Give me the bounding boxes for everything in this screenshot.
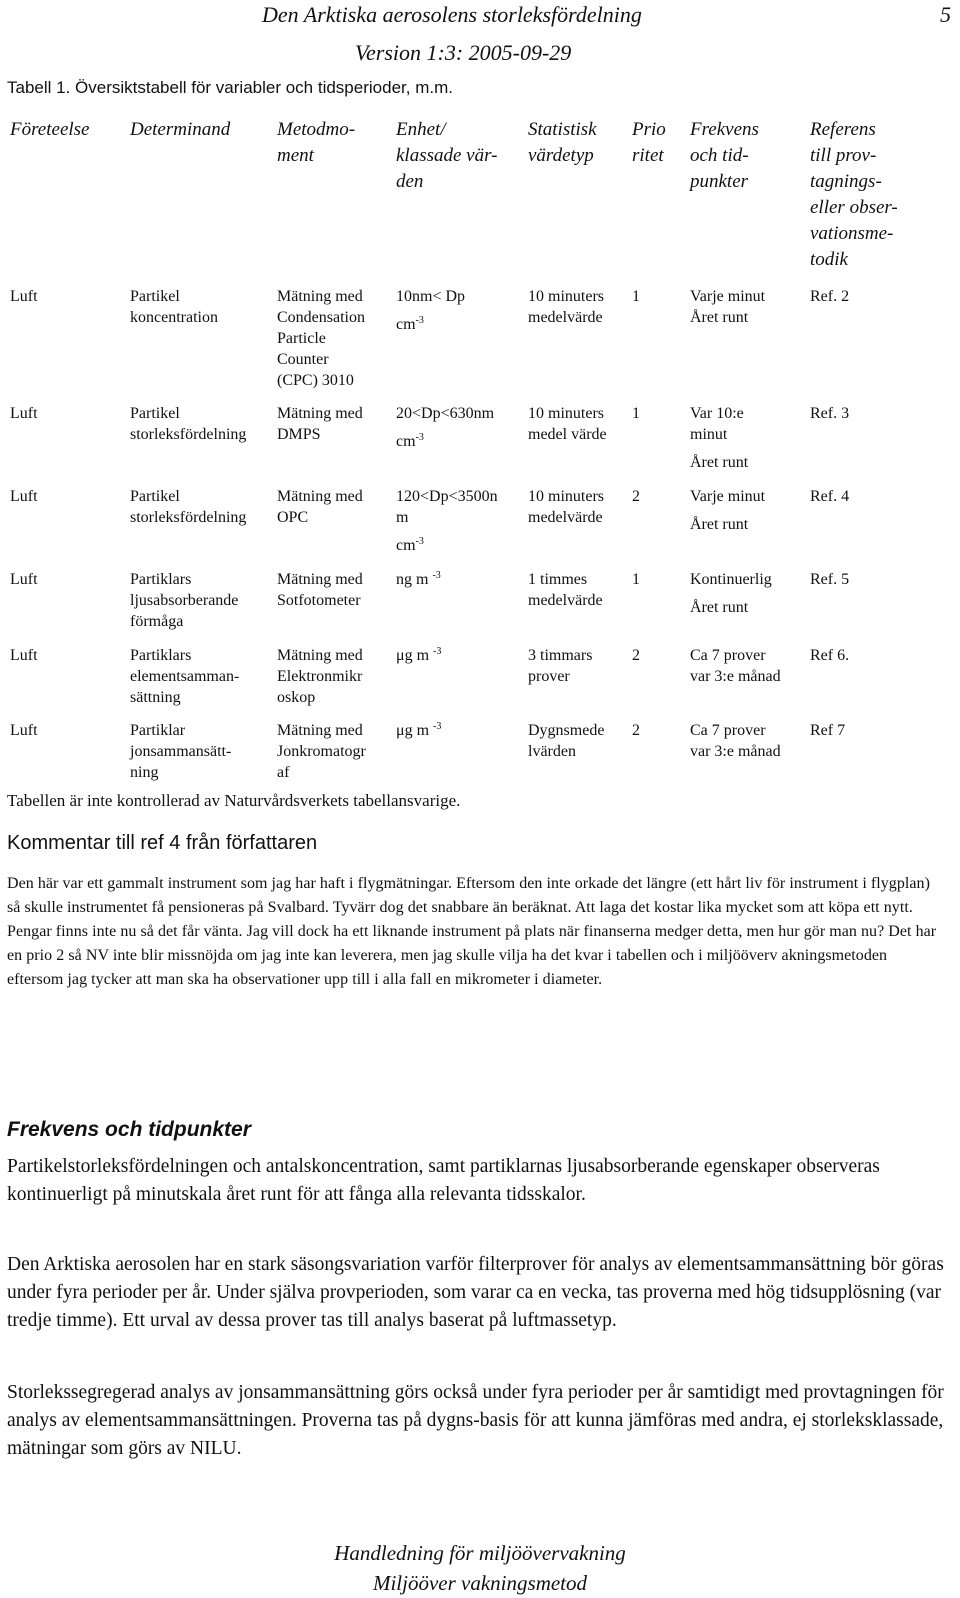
cell-frekvens-period: Året runt (690, 599, 749, 616)
cell-determinand: Partiklars ljusabsorberande förmåga (130, 571, 239, 630)
cell-foreteelse: Luft (10, 488, 38, 505)
cell-determinand: Partiklars elementsamman- sättning (130, 647, 240, 706)
cell-prio: 1 (632, 288, 640, 305)
cell-referens: Ref 7 (810, 722, 846, 739)
cell-enhet (396, 569, 518, 590)
footer-line-2: Miljööver vakningsmetod (372, 1571, 588, 1595)
cell-referens: Ref. 5 (810, 571, 850, 588)
cell-enhet (396, 720, 518, 741)
cell-statistisk: 1 timmes medelvärde (528, 571, 603, 609)
version-line: Version 1:3: 2005-09-29 (355, 40, 572, 65)
cell-statistisk: Dygnsmede lvärden (528, 722, 605, 760)
cell-frekvens (690, 486, 805, 535)
section-paragraph: Partikelstorleksfördelningen och antalskoncentration, samt partiklarnas ljusabsorberande egenskaper observeras kontinuerligt på minutskala året runt för att fånga alla relevanta tidsskalor. (7, 1156, 880, 1205)
cell-enhet (396, 486, 518, 556)
cell-enhet (396, 286, 518, 335)
section-heading: Frekvens och tidpunkter (7, 1118, 251, 1141)
cell-foreteelse: Luft (10, 288, 38, 305)
header-prioritet: Prio ritet (632, 119, 666, 166)
cell-determinand: Partikel storleksfördelning (130, 405, 247, 443)
cell-foreteelse: Luft (10, 571, 38, 588)
cell-metod: Mätning med Jonkromatogr af (277, 722, 366, 781)
cell-enhet-unit: ng m $^{-3}$ (396, 570, 441, 588)
cell-referens: Ref. 3 (810, 405, 850, 422)
cell-frekvens-main: Varje minut (690, 488, 766, 505)
cell-prio: 2 (632, 488, 640, 505)
cell-determinand: Partikel koncentration (130, 288, 218, 326)
cell-metod: Mätning med DMPS (277, 405, 363, 443)
header-metodmoment: Metodmo- ment (277, 119, 356, 166)
cell-prio: 2 (632, 647, 640, 664)
header-frekvens: Frekvens och tid- punkter (690, 119, 759, 192)
cell-enhet-unit: $cm^{-3}$ (396, 536, 424, 554)
cell-enhet-unit: μg m $^{-3}$ (396, 646, 442, 664)
cell-frekvens (690, 569, 805, 618)
cell-determinand: Partikel storleksfördelning (130, 488, 247, 526)
cell-enhet (396, 403, 518, 452)
cell-statistisk: 3 timmars prover (528, 647, 593, 685)
cell-statistisk: 10 minuters medel värde (528, 405, 607, 443)
cell-frekvens-main: Kontinuerlig (690, 571, 772, 588)
document-title: Den Arktiska aerosolens storleksfördelning (262, 2, 642, 27)
comment-body: Den här var ett gammalt instrument som jag har haft i flygmätningar. Eftersom den inte orkade det längre (ett hårt liv för instrument i flygplan) så skulle instrumentet få pensioneras på Svalbard. Tyvärr dog det snabbare än beräknat. Att laga det kostar lika mycket som att köpa ett nytt. Pengar finns inte nu så det får vänta. Jag vill dock ha ett liknande instrument på plats när finanserna medger detta, men hur gör man nu? Det har en prio 2 så NV inte blir missnöjda om jag inte kan leverera, men jag skulle vilja ha det kvar i tabellen och i miljööverv akningsmetoden eftersom jag tycker att man ska ha observationer upp till i alla fall en mikrometer i diameter. (7, 875, 937, 988)
cell-prio: 1 (632, 571, 640, 588)
cell-referens: Ref. 2 (810, 288, 850, 305)
cell-metod: Mätning med OPC (277, 488, 363, 526)
cell-frekvens-main: Var 10:e minut (690, 405, 744, 443)
cell-determinand: Partiklar jonsammansätt- ning (130, 722, 232, 781)
header-foreteelse: Företeelse (10, 119, 90, 140)
cell-prio: 1 (632, 405, 640, 422)
cell-frekvens (690, 403, 805, 473)
cell-prio: 2 (632, 722, 640, 739)
cell-metod: Mätning med Sotfotometer (277, 571, 363, 609)
cell-enhet (396, 645, 518, 666)
cell-frekvens: Ca 7 prover var 3:e månad (690, 647, 781, 685)
section-paragraph: Storlekssegregerad analys av jonsammansättning görs också under fyra perioder per år samtidigt med provtagningen för analys av elementsammansättningen. Proverna tas på dygns-basis för att kunna jämföras med andra, ej storleksklassade, mätningar som görs av NILU. (7, 1382, 944, 1459)
comment-heading: Kommentar till ref 4 från författaren (7, 832, 318, 854)
cell-enhet-unit: μg m $^{-3}$ (396, 721, 442, 739)
table-caption: Tabell 1. Översiktstabell för variabler och tidsperioder, m.m. (7, 78, 453, 97)
cell-frekvens-period: Året runt (690, 454, 749, 471)
table-note: Tabellen är inte kontrollerad av Naturvårdsverkets tabellansvarige. (7, 791, 461, 810)
cell-frekvens: Ca 7 prover var 3:e månad (690, 722, 781, 760)
cell-foreteelse: Luft (10, 722, 38, 739)
header-determinand: Determinand (130, 119, 231, 140)
cell-enhet-range: 120<Dp<3500n m (396, 488, 498, 526)
cell-referens: Ref. 4 (810, 488, 850, 505)
header-enhet: Enhet/ klassade vär- den (396, 119, 498, 192)
cell-statistisk: 10 minuters medelvärde (528, 488, 604, 526)
section-paragraph: Den Arktiska aerosolen har en stark säsongsvariation varför filterprover för analys av elementsammansättning bör göras under fyra perioder per år. Under själva provperioden, som varar ca en vecka, tas proverna med hög tidsupplösning (var tredje timme). Ett urval av dessa prover tas till analys baserat på luftmassetyp. (7, 1254, 944, 1331)
footer-line-1: Handledning för miljöövervakning (334, 1541, 626, 1565)
cell-metod: Mätning med Elektronmikr oskop (277, 647, 363, 706)
cell-frekvens: Varje minut Året runt (690, 288, 766, 326)
header-referens: Referens till prov- tagnings- eller obser- vationsme- todik (810, 119, 898, 270)
cell-foreteelse: Luft (10, 647, 38, 664)
header-statistisk: Statistisk värdetyp (528, 119, 597, 166)
cell-enhet-unit: $cm^{-3}$ (396, 432, 424, 450)
cell-frekvens-period: Året runt (690, 516, 749, 533)
cell-foreteelse: Luft (10, 405, 38, 422)
page-number: 5 (940, 2, 951, 27)
cell-statistisk: 10 minuters medelvärde (528, 288, 604, 326)
cell-referens: Ref 6. (810, 647, 850, 664)
cell-metod: Mätning med Condensation Particle Counter (CPC) 3010 (277, 288, 365, 389)
cell-enhet-range: 10nm< Dp (396, 288, 466, 305)
cell-enhet-unit: $cm^{-3}$ (396, 315, 424, 333)
cell-enhet-range: 20<Dp<630nm (396, 405, 495, 422)
